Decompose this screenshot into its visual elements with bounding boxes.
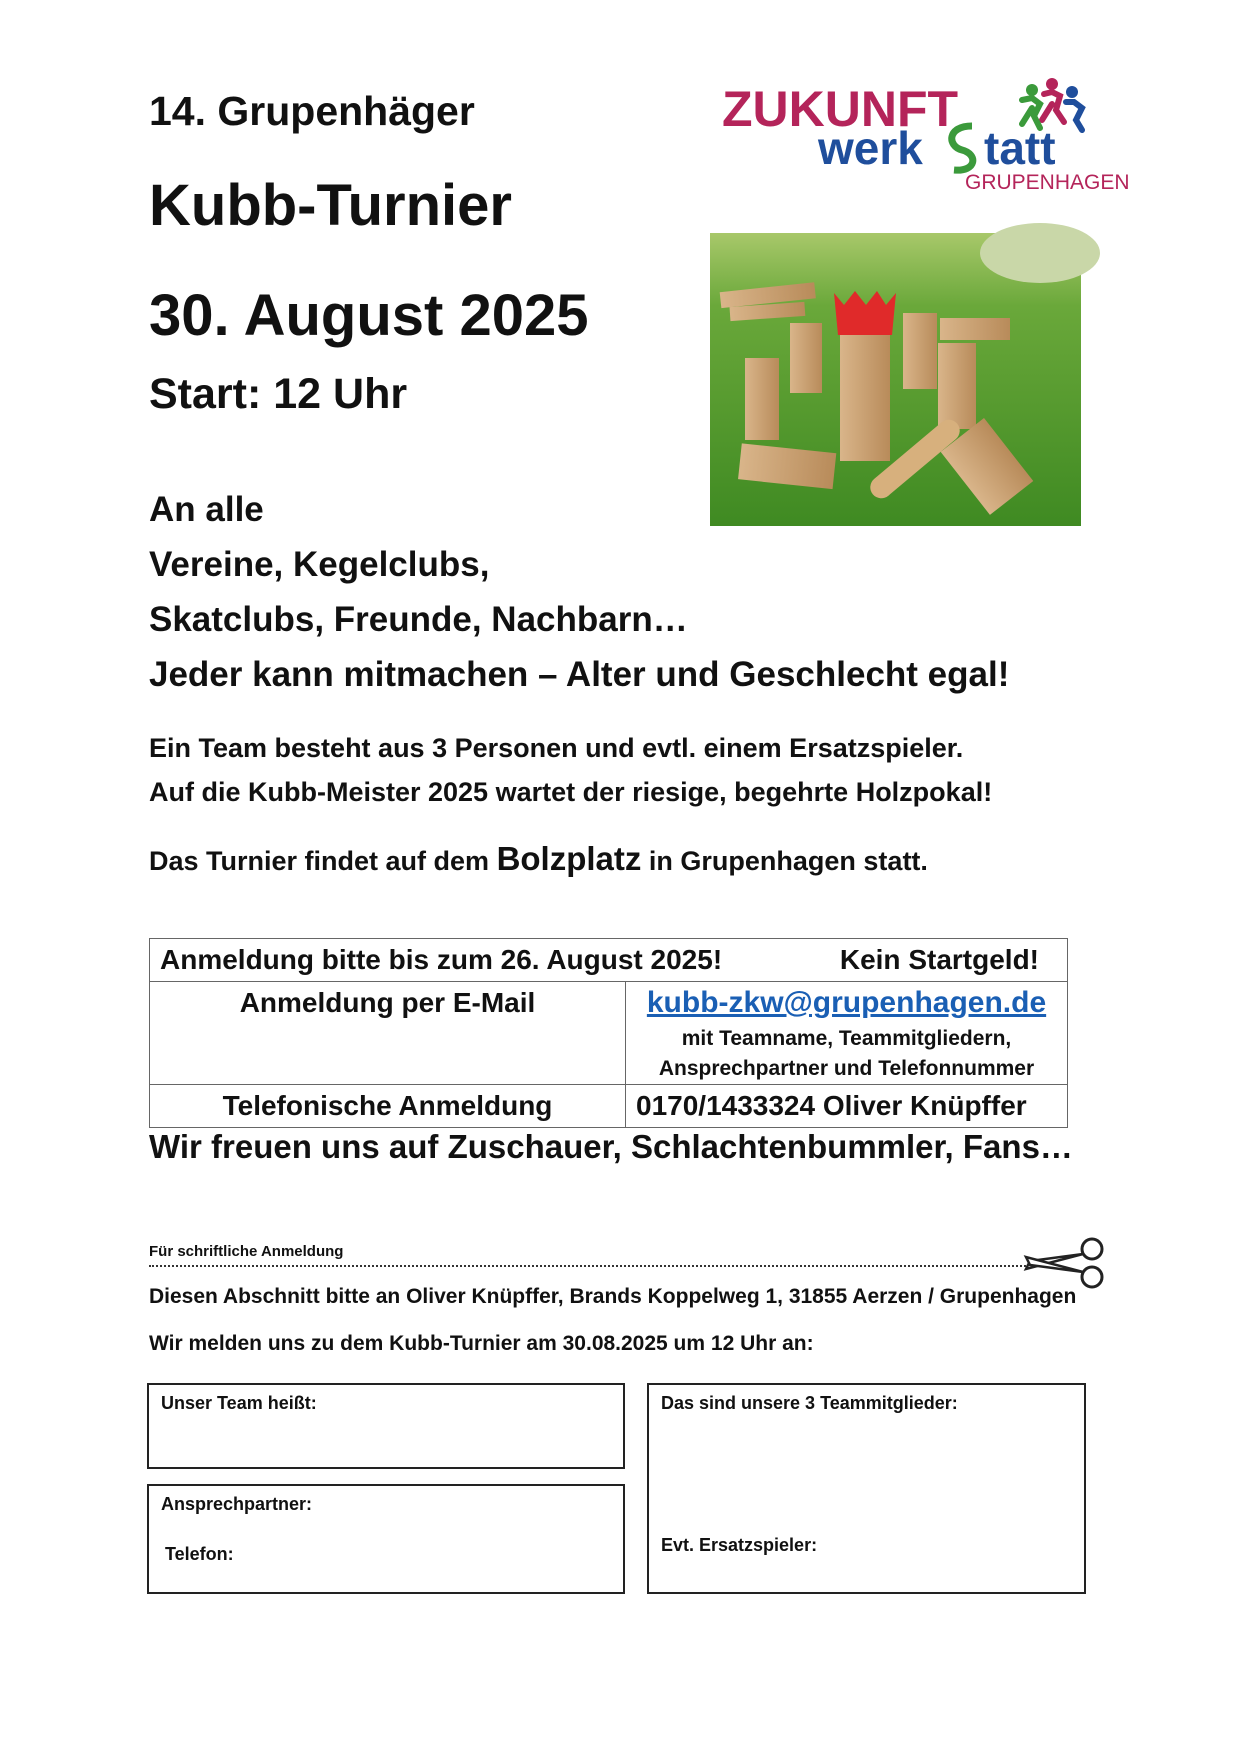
scissors-icon [1020,1233,1110,1293]
team-name-box[interactable] [147,1383,625,1469]
team-info: Ein Team besteht aus 3 Personen und evtl. einem Ersatzspieler. [149,733,964,763]
location-info [149,840,928,878]
contact-label: Ansprechpartner: [161,1494,313,1514]
logo-line3: GRUPENHAGEN [965,171,1130,194]
email-cell [626,982,1068,1085]
deadline-text: Anmeldung bitte bis zum 26. August 2025! [160,944,723,975]
invite-line-1: An alle [149,490,264,529]
members-label: Das sind unsere 3 Teammitglieder: [661,1393,958,1413]
phone-label: Telefon: [165,1544,234,1564]
edition-title: 14. Grupenhäger [149,88,475,134]
phone-label-cell: Telefonische Anmeldung [150,1085,626,1128]
kubb-game-photo [710,233,1081,526]
team-name-label: Unser Team heißt: [161,1393,317,1413]
signup-text: Wir melden uns zu dem Kubb-Turnier am 30.08.2025 um 12 Uhr an: [149,1332,814,1355]
closing-text: Wir freuen uns auf Zuschauer, Schlachtenbummler, Fans… [149,1128,1073,1165]
location-pre: Das Turnier findet auf dem [149,846,490,876]
invite-line-4: Jeder kann mitmachen – Alter und Geschlecht egal! [149,655,1010,694]
invite-line-3: Skatclubs, Freunde, Nachbarn… [149,600,688,639]
event-title: Kubb-Turnier [149,173,512,238]
zukunftswerkstatt-logo [722,74,1130,194]
location-post: in Grupenhagen statt. [648,846,928,876]
logo-line2b: tatt [984,122,1056,174]
members-box[interactable] [647,1383,1086,1594]
substitute-label: Evt. Ersatzspieler: [661,1535,818,1555]
registration-table [149,938,1068,1128]
location-place: Bolzplatz [496,840,642,877]
event-date: 30. August 2025 [149,283,589,348]
table-row [150,982,1068,1085]
table-row [150,1085,1068,1128]
email-link[interactable]: kubb-zkw@grupenhagen.de [646,986,1047,1019]
email-label-cell: Anmeldung per E-Mail [150,982,626,1085]
deadline-cell [150,939,1068,982]
cut-line [149,1265,1029,1267]
contact-box[interactable] [147,1484,625,1594]
start-time: Start: 12 Uhr [149,370,408,418]
fee-text: Kein Startgeld! [839,944,1039,975]
send-address: Diesen Abschnitt bitte an Oliver Knüpffer, Brands Koppelweg 1, 31855 Aerzen / Grupenhagen [149,1285,1077,1308]
invite-line-2: Vereine, Kegelclubs, [149,545,490,584]
phone-cell: 0170/1433324 Oliver Knüpffer [626,1085,1068,1128]
logo-line1: ZUKUNFT [722,81,959,137]
logo-line2a: werk [818,122,923,174]
trophy-info: Auf die Kubb-Meister 2025 wartet der riesige, begehrte Holzpokal! [149,777,993,807]
written-registration-label: Für schriftliche Anmeldung [149,1243,344,1260]
email-note-2: Ansprechpartner und Telefonnummer [658,1057,1035,1080]
email-note-1: mit Teamname, Teammitgliedern, [681,1027,1012,1050]
table-row [150,939,1068,982]
